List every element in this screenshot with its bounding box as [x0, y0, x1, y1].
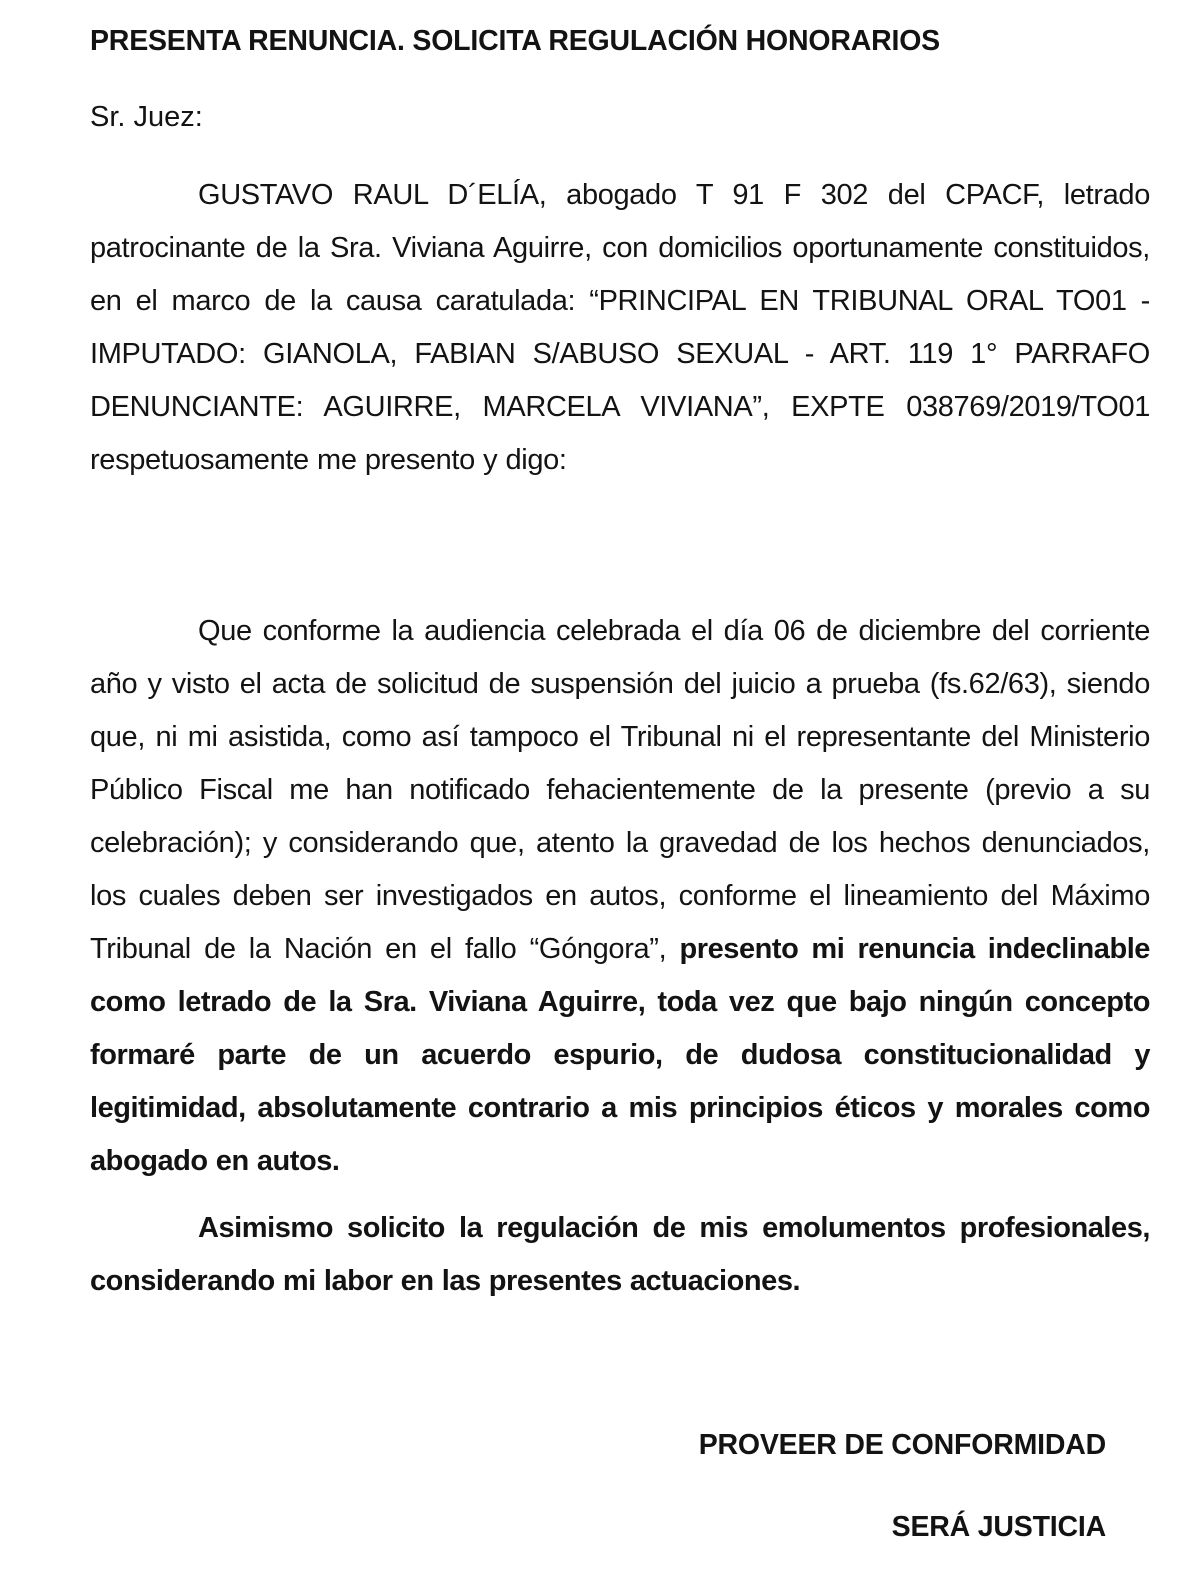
intro-paragraph-text: GUSTAVO RAUL D´ELÍA, abogado T 91 F 302 del CPACF, letrado patrocinante de la Sra. Viviana Aguirre, con domicilios oportunamente constituidos, en el marco de la causa caratulada: “PRINCIPAL EN TRIBUNAL ORAL TO01 - IMPUTADO: GIANOLA, FABIAN S/ABUSO SEXUAL - ART. 119 1° PARRAFO DENUNCIANTE: AGUIRRE, MARCELA VIVIANA”, EXPTE 038769/2019/TO01 respetuosamente me presento y digo: [90, 178, 1150, 476]
argument-paragraph-emphasis-text: presento mi renuncia indeclinable como letrado de la Sra. Viviana Aguirre, toda vez que bajo ningún concepto formaré parte de un acuerdo espurio, de dudosa constitucionalidad y legitimidad, absolutamente contrario a mis principios éticos y morales como abogado en autos. [90, 932, 1150, 1177]
argument-paragraph-regular-text: Que conforme la audiencia celebrada el día 06 de diciembre del corriente año y visto el acta de solicitud de suspensión del juicio a prueba (fs.62/63), siendo que, ni mi asistida, como así tampoco el Tribunal ni el representante del Ministerio Público Fiscal me han notificado fehacientemente de la presente (previo a su celebración); y considerando que, atento la gravedad de los hechos denunciados, los cuales deben ser investigados en autos, conforme el lineamiento del Máximo Tribunal de la Nación en el fallo “Góngora”, [90, 614, 1150, 965]
fees-paragraph-text: Asimismo solicito la regulación de mis emolumentos profesionales, considerando mi labor en las presentes actuaciones. [90, 1211, 1150, 1297]
salutation: Sr. Juez: [90, 101, 203, 134]
closing-line-justicia: SERÁ JUSTICIA [891, 1511, 1106, 1544]
page-title: PRESENTA RENUNCIA. SOLICITA REGULACIÓN HONORARIOS [90, 25, 940, 57]
argument-paragraph [90, 605, 1150, 1188]
closing-block [90, 1428, 1150, 1544]
closing-line-proveer: PROVEER DE CONFORMIDAD [698, 1428, 1106, 1461]
fees-paragraph [90, 1202, 1150, 1308]
intro-paragraph [90, 169, 1150, 487]
